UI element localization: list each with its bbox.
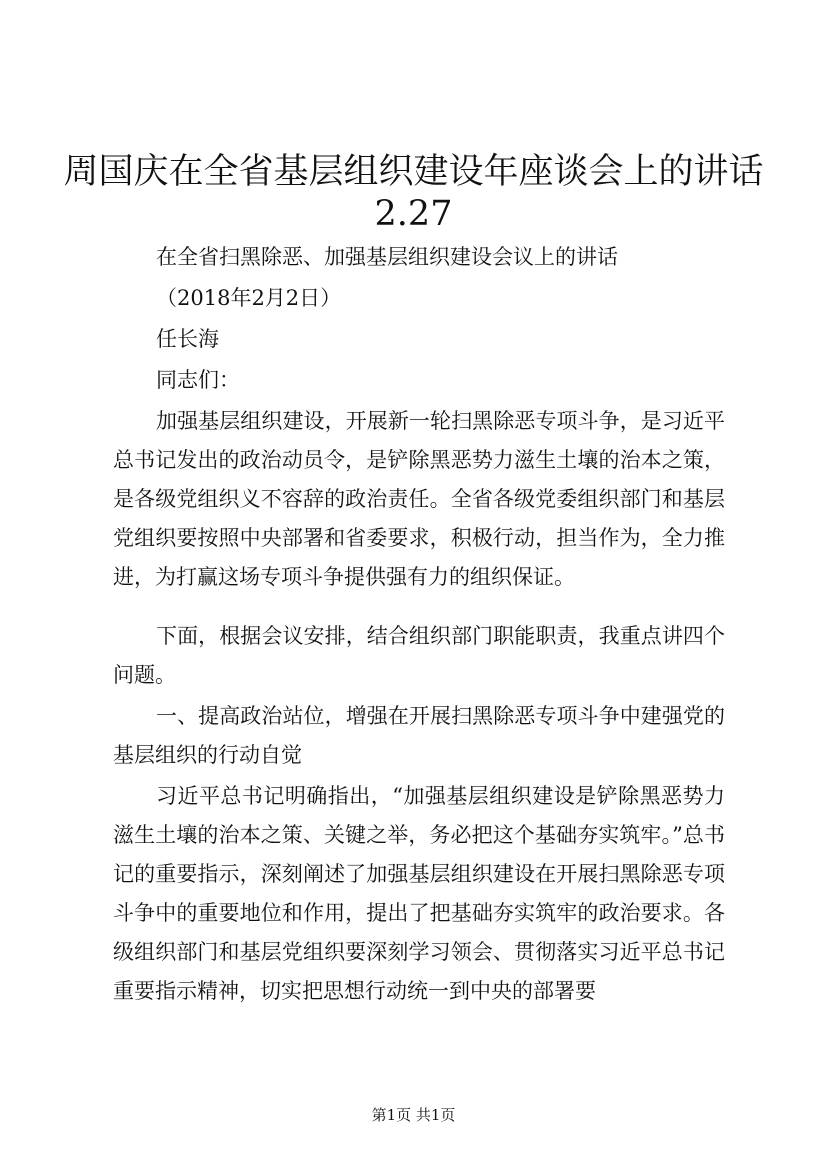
salutation: 同志们：	[156, 368, 240, 392]
document-title: 周国庆在全省基层组织建设年座谈会上的讲话	[63, 152, 764, 192]
body-paragraph: 加强基层组织建设，开展新一轮扫黑除恶专项斗争，是习近平总书记发出的政治动员令，是铲除黑恶势力滋生土壤的治本之策，是各级党组织义不容辞的政治责任。全省各级党委组织部门和基层党组织要按照中央部署和省委要求，积极行动，担当作为，全力推进，为打赢这场专项斗争提供强有力的组织保证。	[113, 409, 725, 589]
body-paragraph: 下面，根据会议安排，结合组织部门职能职责，我重点讲四个问题。	[113, 624, 725, 687]
page-number: 第1页 共1页	[371, 1106, 456, 1124]
speech-subtitle: 在全省扫黑除恶、加强基层组织建设会议上的讲话	[156, 245, 618, 269]
speaker-name: 任长海	[156, 327, 219, 351]
document-title-continued: 2.27	[374, 194, 453, 234]
speech-date: （2018年2月2日）	[156, 286, 342, 310]
section-heading: 一、提高政治站位，增强在开展扫黑除恶专项斗争中建强党的基层组织的行动自觉	[113, 704, 725, 767]
body-paragraph: 习近平总书记明确指出，“加强基层组织建设是铲除黑恶势力滋生土壤的治本之策、关键之举，务必把这个基础夯实筑牢。”总书记的重要指示，深刻阐述了加强基层组织建设在开展扫黑除恶专项斗争中的重要地位和作用，提出了把基础夯实筑牢的政治要求。各级组织部门和基层党组织要深刻学习领会、贯彻落实习近平总书记重要指示精神，切实把思想行动统一到中央的部署要	[113, 784, 725, 1003]
